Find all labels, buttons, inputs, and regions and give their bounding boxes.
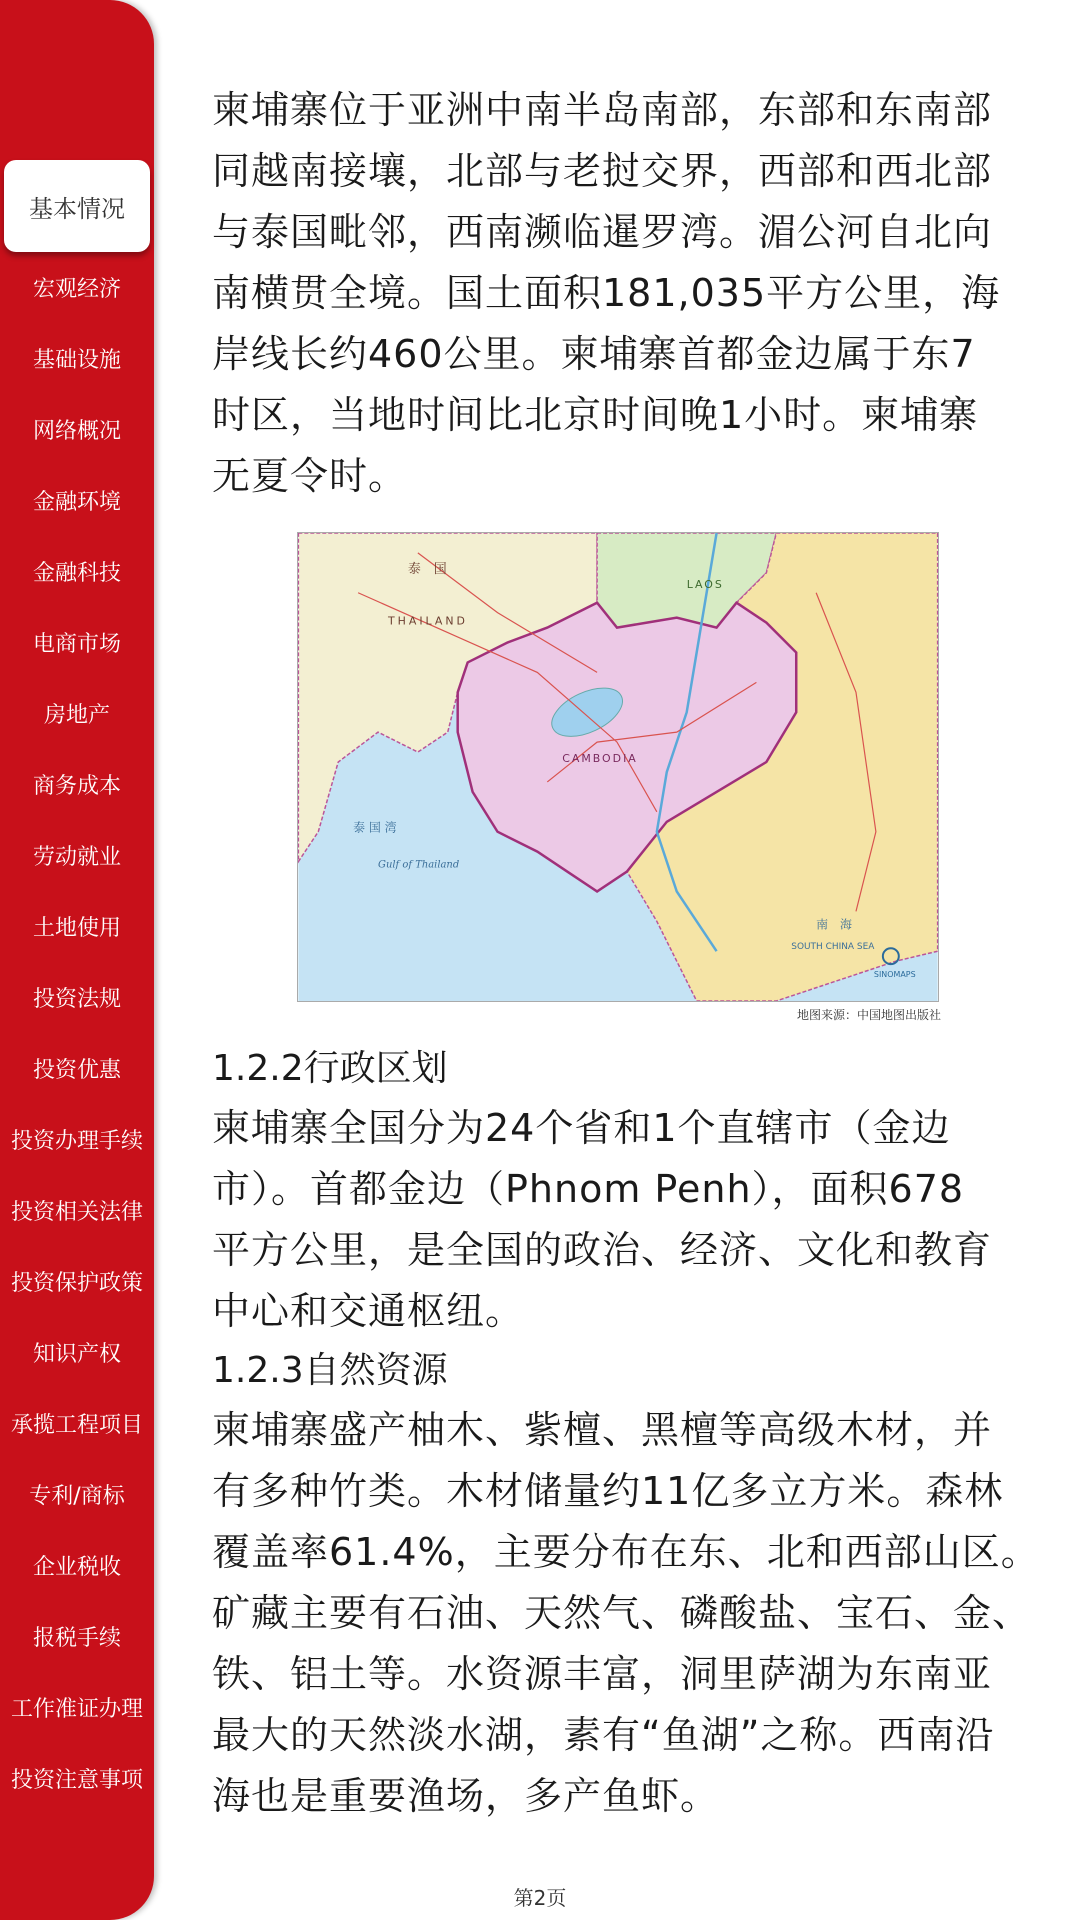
sidebar-item-22[interactable]: 投资注意事项 xyxy=(10,1768,143,1793)
sidebar-item-6[interactable]: 电商市场 xyxy=(32,632,121,657)
sidebar-item-8[interactable]: 商务成本 xyxy=(32,774,121,799)
sections xyxy=(212,1040,1042,1827)
resources-line: 矿藏主要有石油、天然气、磷酸盐、宝石、金、 xyxy=(212,1591,1032,1635)
sidebar-item-3[interactable]: 网络概况 xyxy=(32,419,121,444)
admin-line: 市）。首都金边（Phnom Penh），面积678 xyxy=(212,1167,965,1211)
intro-line: 时区，当地时间比北京时间晚1小时。柬埔寨 xyxy=(212,393,979,437)
resources-line: 最大的天然淡水湖，素有“鱼湖”之称。西南沿 xyxy=(212,1713,995,1757)
cambodia-map-figure xyxy=(297,532,939,1002)
resources-line: 柬埔寨盛产柚木、紫檀、黑檀等高级木材，并 xyxy=(212,1408,993,1452)
admin-line: 柬埔寨全国分为24个省和1个直辖市（金边 xyxy=(212,1106,951,1150)
sidebar-item-10[interactable]: 土地使用 xyxy=(32,916,121,941)
section-resources-heading: 1.2.3自然资源 xyxy=(212,1350,448,1391)
sidebar-nav xyxy=(0,160,154,1814)
sidebar-item-11[interactable]: 投资法规 xyxy=(32,987,121,1012)
intro-line: 无夏令时。 xyxy=(212,454,408,498)
map-label-gulf-en: Gulf of Thailand xyxy=(378,859,460,871)
sidebar-item-1[interactable]: 宏观经济 xyxy=(32,277,121,302)
resources-line: 有多种竹类。木材储量约11亿多立方米。森林 xyxy=(212,1469,1004,1513)
sidebar-item-19[interactable]: 企业税收 xyxy=(32,1555,121,1580)
sidebar-item-5[interactable]: 金融科技 xyxy=(32,561,121,586)
sidebar-item-12[interactable]: 投资优惠 xyxy=(32,1058,121,1083)
map-label-sea-en: SOUTH CHINA SEA xyxy=(791,942,875,953)
sidebar-item-13[interactable]: 投资办理手续 xyxy=(10,1129,143,1154)
sidebar-item-15[interactable]: 投资保护政策 xyxy=(10,1271,143,1296)
map-label-thailand-en: THAILAND xyxy=(387,614,468,628)
intro-line: 柬埔寨位于亚洲中南半岛南部，东部和东南部 xyxy=(212,88,993,132)
intro-line: 南横贯全境。国土面积181,035平方公里，海 xyxy=(212,271,1001,315)
sidebar-item-20[interactable]: 报税手续 xyxy=(32,1626,121,1651)
cambodia-map xyxy=(297,532,939,1002)
intro-line: 同越南接壤，北部与老挝交界，西部和西北部 xyxy=(212,149,993,193)
sidebar-item-17[interactable]: 承揽工程项目 xyxy=(10,1413,143,1438)
map-label-sea-cn: 南 海 xyxy=(816,917,852,932)
section-admin-paragraph xyxy=(212,1098,1042,1342)
resources-line: 铁、铝土等。水资源丰富，洞里萨湖为东南亚 xyxy=(212,1652,993,1696)
admin-line: 平方公里，是全国的政治、经济、文化和教育 xyxy=(212,1228,993,1272)
resources-line: 覆盖率61.4%，主要分布在东、北和西部山区。 xyxy=(212,1530,1040,1574)
page-number: 第2页 xyxy=(513,1886,567,1910)
sidebar xyxy=(0,0,154,1920)
sidebar-item-2[interactable]: 基础设施 xyxy=(32,348,121,373)
sidebar-item-14[interactable]: 投资相关法律 xyxy=(10,1200,143,1225)
section-admin-heading: 1.2.2行政区划 xyxy=(212,1048,448,1089)
sidebar-item-18[interactable]: 专利/商标 xyxy=(29,1484,125,1509)
sidebar-item-7[interactable]: 房地产 xyxy=(43,703,110,728)
map-label-gulf-cn: 泰 国 湾 xyxy=(353,820,397,835)
admin-line: 中心和交通枢纽。 xyxy=(212,1289,525,1333)
intro-line: 岸线长约460公里。柬埔寨首都金边属于东7 xyxy=(212,332,976,376)
sidebar-item-0[interactable]: 基本情况 xyxy=(4,160,150,252)
resources-line: 海也是重要渔场，多产鱼虾。 xyxy=(212,1774,720,1818)
sidebar-item-16[interactable]: 知识产权 xyxy=(32,1342,121,1367)
section-resources-paragraph xyxy=(212,1400,1042,1827)
intro-paragraph xyxy=(212,80,1032,507)
intro-line: 与泰国毗邻，西南濒临暹罗湾。湄公河自北向 xyxy=(212,210,993,254)
map-caption: 地图来源：中国地图出版社 xyxy=(797,1008,942,1022)
map-logo-text: SINOMAPS xyxy=(873,970,916,980)
sidebar-item-4[interactable]: 金融环境 xyxy=(32,490,121,515)
sidebar-item-9[interactable]: 劳动就业 xyxy=(32,845,121,870)
sidebar-item-21[interactable]: 工作准证办理 xyxy=(10,1697,143,1722)
main-content xyxy=(212,80,1032,507)
map-label-laos-en: LAOS xyxy=(686,577,724,591)
map-label-thailand-cn: 泰 国 xyxy=(407,561,447,577)
map-label-cambodia-en: CAMBODIA xyxy=(562,752,638,766)
